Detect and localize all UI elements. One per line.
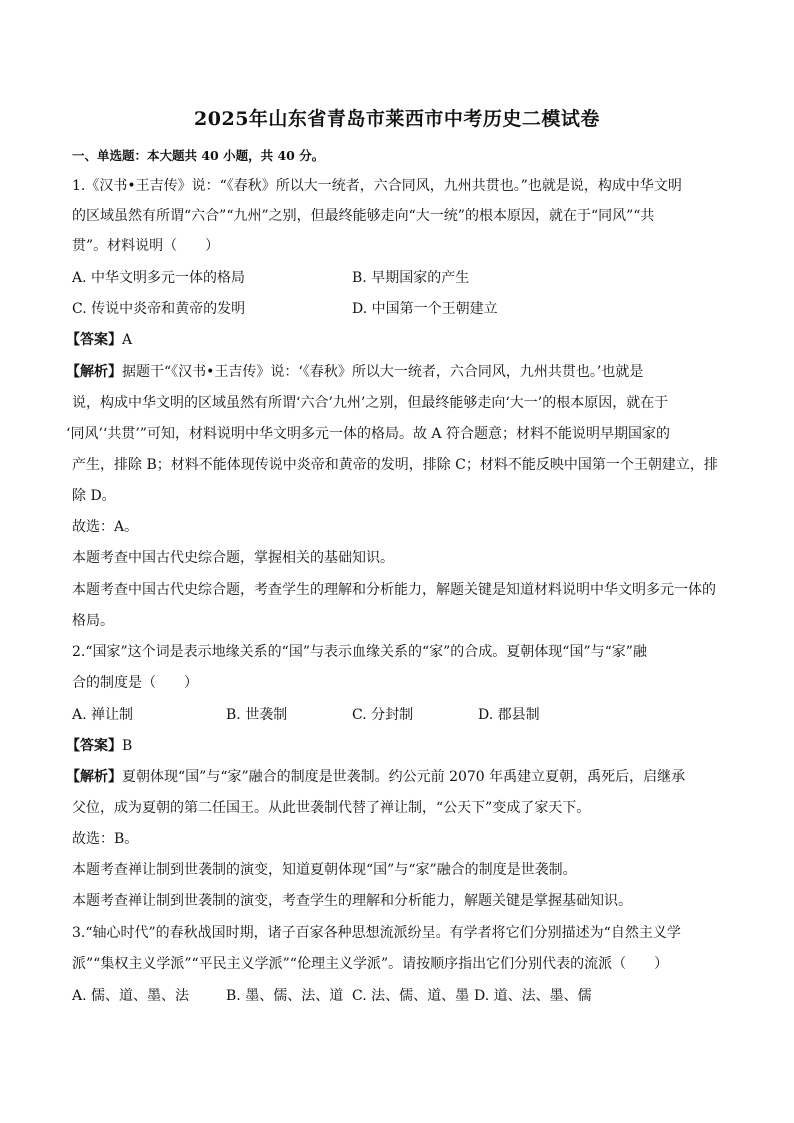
q1-answer xyxy=(66,330,726,350)
q2-option-a[interactable]: A. 禅让制 xyxy=(72,707,134,723)
q3-option-c[interactable]: C. 法、儒、道、墨 xyxy=(352,988,470,1004)
q1-answer-value: A xyxy=(122,332,133,348)
q2-stem-line-1: 2.“国家”这个词是表示地缘关系的“国”与表示血缘关系的“家”的合成。夏朝体现“国”与“家”融 xyxy=(72,644,647,660)
q2-answer-value: B xyxy=(122,738,133,754)
q2-analysis-text-1: 夏朝体现“国”与“家”融合的制度是世袭制。约公元前 2070 年禹建立夏朝，禹死后，启继承 xyxy=(122,769,686,785)
q1-analysis-text-1: 据题干“《汉书•王吉传》说：‘《春秋》所以大一统者，六合同风，九州共贯也。’也就是 xyxy=(122,364,644,380)
q1-option-d[interactable]: D. 中国第一个王朝建立 xyxy=(352,301,498,317)
q1-analysis-line-4: 产生，排除 B；材料不能体现传说中炎帝和黄帝的发明，排除 C；材料不能反映中国第一个王朝建立，排 xyxy=(72,457,718,473)
q1-analysis-line-3: ‘同风’‘共贯’”可知，材料说明中华文明多元一体的格局。故 A 符合题意；材料不能说明早期国家的 xyxy=(66,426,670,442)
q3-option-a[interactable]: A. 儒、道、墨、法 xyxy=(72,988,190,1004)
analysis-tag: 【解析】 xyxy=(66,364,122,380)
q2-note-2: 本题考查禅让制到世袭制的演变，考查学生的理解和分析能力，解题关键是掌握基础知识。 xyxy=(72,893,632,909)
q2-answer xyxy=(66,736,726,756)
page-title: 2025年山东省青岛市莱西市中考历史二模试卷 xyxy=(194,108,600,130)
q3-option-b[interactable]: B. 墨、儒、法、道 xyxy=(226,988,344,1004)
q1-option-a[interactable]: A. 中华文明多元一体的格局 xyxy=(72,270,246,286)
analysis-tag: 【解析】 xyxy=(66,769,122,785)
q1-analysis-line-2: 说，构成中华文明的区域虽然有所谓‘六合’九州’之别，但最终能够走向‘大一’的根本原因，就在于 xyxy=(72,395,669,411)
q1-stem-line-2: 的区域虽然有所谓“六合”“九州”之别，但最终能够走向“大一统”的根本原因，就在于“同风”“共 xyxy=(72,208,655,224)
q1-analysis-line-1 xyxy=(66,362,726,382)
q1-choose: 故选：A。 xyxy=(72,519,139,535)
q1-note-2-line-2: 格局。 xyxy=(72,613,114,629)
q1-stem-line-1: 1.《汉书•王吉传》说：“《春秋》所以大一统者，六合同风，九州共贯也。”也就是说，构成中华文明 xyxy=(72,178,682,194)
answer-tag: 【答案】 xyxy=(66,332,122,348)
q1-note-1: 本题考查中国古代史综合题，掌握相关的基础知识。 xyxy=(72,550,394,566)
q3-stem-line-2: 派”“集权主义学派”“平民主义学派”“伦理主义学派”。请按顺序指出它们分别代表的流派（ ） xyxy=(72,956,669,972)
q1-option-b[interactable]: B. 早期国家的产生 xyxy=(352,270,470,286)
q1-stem-line-3: 贯”。材料说明（ ） xyxy=(72,238,220,254)
q2-option-c[interactable]: C. 分封制 xyxy=(352,707,414,723)
q1-analysis-line-5: 除 D。 xyxy=(72,488,116,504)
q2-option-b[interactable]: B. 世袭制 xyxy=(226,707,288,723)
q1-note-2-line-1: 本题考查中国古代史综合题，考查学生的理解和分析能力，解题关键是知道材料说明中华文明多元一体的 xyxy=(72,582,716,598)
q2-choose: 故选：B。 xyxy=(72,831,139,847)
q2-analysis-line-1 xyxy=(66,767,726,787)
q3-stem-line-1: 3.“轴心时代”的春秋战国时期，诸子百家各种思想流派纷呈。有学者将它们分别描述为“自然主义学 xyxy=(72,925,681,941)
q2-option-d[interactable]: D. 郡县制 xyxy=(478,707,540,723)
section-heading: 一、单选题：本大题共 40 小题，共 40 分。 xyxy=(72,148,325,163)
q3-option-d[interactable]: D. 道、法、墨、儒 xyxy=(474,988,592,1004)
q1-option-c[interactable]: C. 传说中炎帝和黄帝的发明 xyxy=(72,301,246,317)
q2-analysis-line-2: 父位，成为夏朝的第二任国王。从此世袭制代替了禅让制，“公天下”变成了家天下。 xyxy=(72,800,591,816)
q2-stem-line-2: 合的制度是（ ） xyxy=(72,675,198,691)
q2-note-1: 本题考查禅让制到世袭制的演变，知道夏朝体现“国”与“家”融合的制度是世袭制。 xyxy=(72,862,577,878)
answer-tag: 【答案】 xyxy=(66,738,122,754)
